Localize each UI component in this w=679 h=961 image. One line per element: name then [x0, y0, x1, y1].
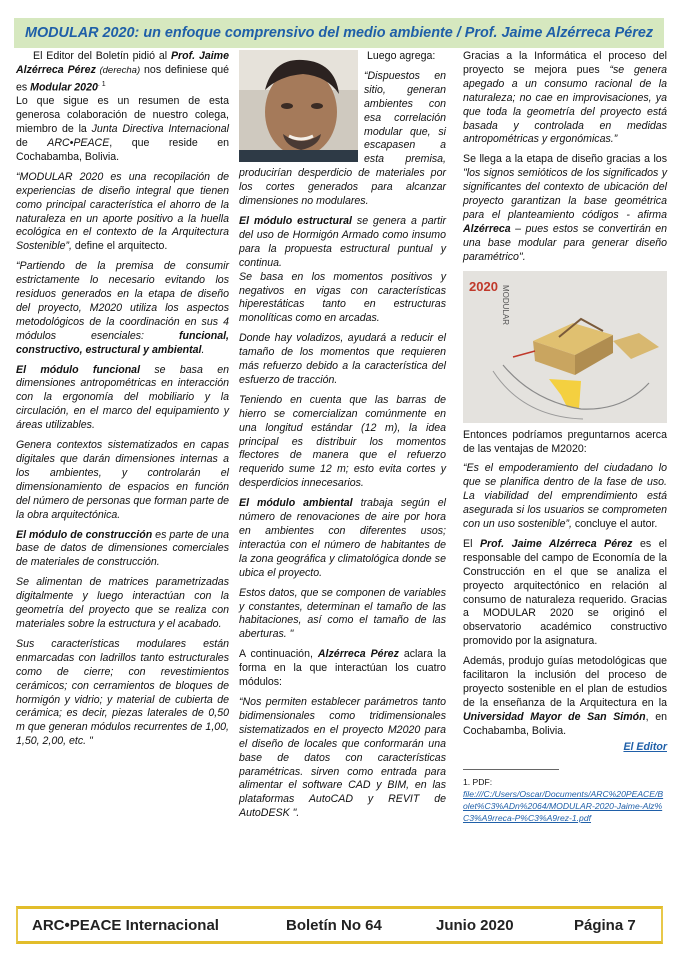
paragraph	[367, 50, 446, 64]
text: Donde hay voladizos, ayudará a reducir el tamaño de los momentos que requieren más refuerzo debido a la característica del esfuerzo de tracción.	[239, 332, 446, 386]
paragraph	[463, 429, 667, 457]
paragraph	[16, 439, 229, 522]
paragraph	[463, 538, 667, 649]
paragraph	[463, 655, 667, 738]
intro-paragraph	[16, 50, 229, 165]
text: .	[201, 343, 205, 356]
column-3	[463, 50, 667, 824]
text: El	[463, 537, 480, 550]
text: es parte de una base de datos de dimensiones comerciales de materiales de construcción.	[16, 528, 229, 569]
text: Genera contextos sistematizados en capas digitales que darán dimensiones internas a los ambientes, y controlarán el dimensionamiento de espacios en función del número de personas que forman parte de la obra arquitectónica.	[16, 439, 229, 521]
text: Sus características modulares están enmarcadas con ladrillos tanto estructurales como de cierre; con revestimientos cerámicos; con cerramientos de bloques de hormigón y vidrio; y material de cubierta de cerámica; es decir, piezas laterales de 0,50 m que generan módulos recurrentes de 1,00, 1,50, 2,00, etc. "	[16, 637, 229, 748]
text: El Editor del Boletín pidió al	[33, 50, 171, 62]
paragraph	[16, 260, 229, 357]
paragraph	[16, 171, 229, 254]
university-name: Universidad Mayor de San Simón	[463, 710, 646, 723]
text: se basa en dimensiones antropométricas en interacción con la ergonomía del mobiliario y la circulación, en el marco del equipamiento y áreas utilizables.	[16, 363, 229, 432]
footnote-label: 1. PDF:	[463, 776, 493, 787]
paragraph	[16, 529, 229, 571]
text: Entonces podríamos preguntarnos acerca de las ventajas de M2020:	[463, 428, 667, 455]
render-logo-top: 2020	[469, 278, 498, 294]
text: , en Cochabamba, Bolivia.	[463, 710, 668, 737]
footer-org: ARC•PEACE Internacional	[32, 916, 219, 934]
text: aclara la forma en la que interactúan los cuatro módulos:	[239, 648, 446, 689]
text: Se basa en los momentos positivos y negativos en vigas con características hiperestáticas tanto en estructuras monolíticas como en arcadas.	[239, 270, 446, 325]
quote: – pues estos se convertirán en una base modular para generar diseño paramétrico".	[463, 222, 667, 263]
paragraph	[239, 696, 446, 821]
footnote-ref: . 1	[97, 80, 106, 88]
text: Lo que sigue es un resumen de esta generosa colaboración de nuestro colega, miembro de la	[16, 95, 229, 136]
module-list: funcional, constructivo, estructural y ambiental	[16, 329, 229, 356]
text: (derecha)	[95, 64, 141, 76]
paragraph	[239, 394, 446, 491]
text: nos definiese qué es	[16, 63, 229, 94]
paragraph	[239, 587, 446, 643]
text: ARC•PEACE	[47, 136, 110, 149]
text: Teniendo en cuenta que las barras de hierro se comercializan comúnmente en una longitud estándar (12 m), la idea principal es distribuir los momentos flectores de manera que el refuerzo requerido sume 12 m; esto evita cortes y desperdicios innecesarios.	[239, 393, 446, 490]
text: de	[16, 136, 48, 149]
quote: “Es el empoderamiento del ciudadano lo que se planifica dentro de la fase de uso. La viabilidad del emprendimiento está asegurada si los usuarios se comprometen con un uso sostenible”,	[463, 462, 667, 531]
quote: “MODULAR 2020 es una recopilación de experiencias de diseño integral que tienen como principal característica el ahorro de la naturaleza en un aporte positivo a la huella ecológica en el contexto de la Arquitectura Sostenible”,	[16, 170, 229, 253]
paragraph	[239, 332, 446, 388]
module-heading: El módulo funcional	[16, 363, 141, 376]
text: Junta Directiva Internacional	[91, 123, 229, 136]
text: define el arquitecto.	[71, 240, 168, 253]
modular-name: Modular 2020	[30, 81, 98, 94]
text: es el responsable del campo de Economía de la Construcción en el que se analiza el proyecto arquitectónico en relación al consumo de naturaleza requerido. Gracias a MODULAR 2020 se originó el observatorio académico constructivo promovido por la asignatura.	[463, 537, 667, 648]
quote: "los signos semióticos de los significados y significantes del contexto de ubicación del proyecto garantizan la base geométrica para el planteamiento códigos - afirma	[463, 167, 667, 221]
author-photo	[239, 50, 358, 162]
author-name: Prof. Jaime Alzérreca Pérez	[16, 50, 229, 76]
paragraph	[239, 648, 446, 690]
paragraph	[239, 215, 446, 326]
text: Se llega a la etapa de diseño gracias a los	[463, 153, 667, 166]
footer-date: Junio 2020	[436, 916, 514, 934]
footnote-divider	[463, 769, 559, 770]
page-footer	[16, 906, 663, 944]
quote: “Dispuestos en sitio, generan ambientes con esa correlación modular que, si escapasen a esta premisa, producirían desperdicio de materiales por los cortes generados para alcanzar dimensiones no modulares.	[239, 69, 446, 208]
paragraph	[239, 497, 446, 580]
text: Se alimentan de matrices parametrizadas digitalmente y luego interactúan con la geometría del proyecto que se realiza con materiales sobre la estructura y el acabado.	[16, 576, 229, 630]
paragraph	[463, 50, 667, 147]
editor-link[interactable]: El Editor	[623, 740, 667, 753]
text: A continuación,	[239, 648, 318, 661]
footnote-pdf-link[interactable]: file:///C:/Users/Oscar/Documents/ARC%20PEACE/Bolet%C3%ADn%2064/MODULAR-2020-Jaime-Alz%C3%A9rreca-P%C3%A9rez-1.pdf	[463, 788, 664, 823]
paragraph	[16, 364, 229, 434]
author-name: Alzérreca	[463, 222, 511, 235]
quote: “Partiendo de la premisa de consumir estrictamente lo necesario evitando los residuos generados en la etapa de diseño del proyecto, M2020 utiliza los aspectos metodológicos de la coordinación en sus 4 módulos esenciales:	[16, 260, 229, 342]
text: trabaja según el número de renovaciones de aire por hora en ambientes con diferentes usos; interactúa con el número de habitantes de la zona geográfica y climatológica donde se ubica el proyecto.	[239, 497, 446, 579]
render-logo-side: MODULAR	[501, 284, 510, 325]
page-title: MODULAR 2020: un enfoque comprensivo del medio ambiente / Prof. Jaime Alzérreca Pérez	[24, 25, 654, 41]
text: Estos datos, que se componen de variables y constantes, determinan el tamaño de las habitaciones, así como el tamaño de las aberturas. "	[239, 586, 446, 641]
quote: “se genera apegado a un consumo racional de la naturaleza; no cae en improvisaciones, ya que toda la geometría del proyecto está basada y controlada en medidas antropométricas y ergonómicas.”	[463, 63, 667, 146]
paragraph	[463, 153, 667, 264]
paragraph	[16, 638, 229, 749]
module-heading: El módulo de construcción	[16, 528, 153, 541]
modular-render-image	[463, 271, 667, 423]
text: Además, produjo guías metodológicas que facilitaron la inclusión del proceso de proyecto sostenible en el plan de estudios de la enseñanza de la Arquitectura en la	[463, 655, 667, 709]
paragraph	[463, 462, 667, 532]
author-name: Prof. Jaime Alzérreca Pérez	[479, 537, 633, 550]
footer-page: Página 7	[574, 916, 636, 934]
text: Luego agrega:	[367, 50, 436, 62]
module-heading: El módulo estructural	[239, 214, 352, 227]
text: se genera a partir del uso de Hormigón Armado como insumo para la propuesta estructural puntual y continua.	[239, 214, 446, 269]
footnote	[463, 776, 667, 824]
title-bar	[14, 18, 664, 48]
column-2	[239, 50, 446, 827]
footer-issue: Boletín No 64	[286, 916, 382, 934]
text: , que reside en Cochabamba, Bolivia.	[16, 136, 229, 163]
text: Gracias a la Informática el proceso del proyecto se mejora pues	[463, 50, 667, 76]
text: concluye el autor.	[571, 518, 658, 531]
module-heading: El módulo ambiental	[239, 497, 353, 510]
author-name: Alzérreca Pérez	[317, 648, 399, 661]
column-1	[16, 50, 229, 755]
quote: “Nos permiten establecer parámetros tanto bidimensionales como tridimensionales sistematizados en el proyecto M2020 para el diseño de locales que conformarán una base de datos con características paramétricas. sirven como entrada para alimentar el software CAD y BIM, en las plataformas AutoCAD y REVIT de AutoDESK ".	[239, 695, 446, 820]
paragraph	[16, 576, 229, 632]
